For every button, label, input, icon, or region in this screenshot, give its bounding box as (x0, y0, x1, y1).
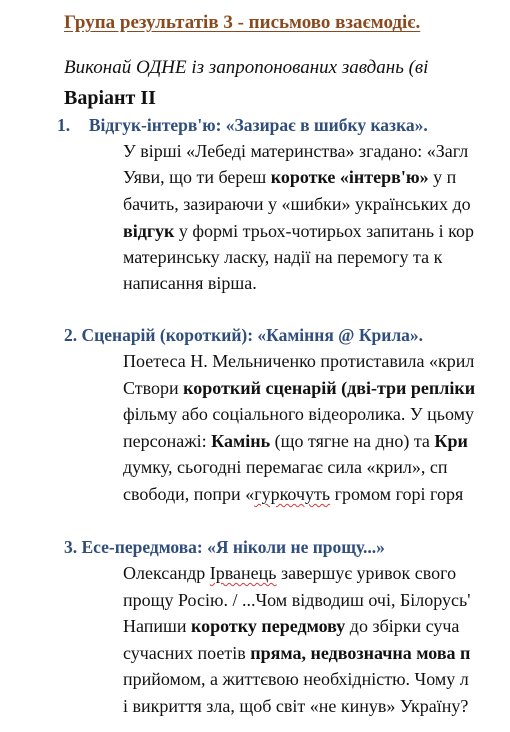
task2-line-3: фільму або соціального відеоролика. У цьому (123, 404, 475, 424)
task3-line-3: Напиши коротку передмову до збірки суча (123, 616, 460, 636)
task1-line-5: материнську ласку, надії на перемогу та к (123, 247, 443, 267)
task3-heading: 3. Есе-передмова: «Я ніколи не прощу...» (64, 537, 385, 557)
task1-title: Відгук-інтерв'ю: «Зазирає в шибку казка». (88, 115, 428, 135)
task1-line-6: написання вірша. (123, 273, 257, 293)
spellcheck-word: Ірванець (209, 563, 277, 583)
instruction-line: Виконай ОДНЕ із запропонованих завдань (ві (64, 57, 429, 78)
task3-line-2: прощу Росію. / ...Чом відводиш очі, Білорусь' (123, 590, 471, 610)
task1-line-3: бачить, зазираючи у «шибки» українських до (123, 194, 471, 214)
variant-heading: Варіант II (64, 87, 156, 109)
task3-line-4: сучасних поетів пряма, недвозначна мова п (123, 643, 471, 663)
task1-number: 1. (57, 115, 71, 135)
task2-line-4: персонажі: Камінь (що тягне на дно) та Кри (123, 431, 468, 451)
task1-line-2: Уяви, що ти береш коротке «інтерв'ю» у п (123, 167, 457, 187)
task2-line-5: думку, сьогодні перемагає сила «крил», сп (123, 457, 448, 477)
task2-line-1: Поетеса Н. Мельниченко протиставила «крил (123, 351, 475, 371)
task2-heading: 2. Сценарій (короткий): «Каміння @ Крила». (64, 325, 424, 345)
spellcheck-word: гуркочуть (254, 484, 331, 504)
task3-line-6: і викриття зла, щоб світ «не кинув» Україну? (123, 696, 469, 716)
task2-line-2: Створи короткий сценарій (дві-три репліки (123, 378, 476, 398)
task3-line-5: прийомом, а життєвою необхідністю. Чому л (123, 669, 469, 689)
task3-line-1: Олександр Ірванець завершує уривок свого (123, 563, 457, 583)
task1-heading (57, 114, 428, 136)
task2-line-6: свободи, попри «гуркочуть громом горі горя (123, 484, 464, 504)
results-group-title: Група результатів 3 - письмово взаємодіє. (64, 12, 421, 33)
task1-line-1: У вірші «Лебеді материнства» згадано: «Загл (123, 141, 469, 161)
task1-line-4: відгук у формі трьох-чотирьох запитань і кор (123, 221, 474, 241)
